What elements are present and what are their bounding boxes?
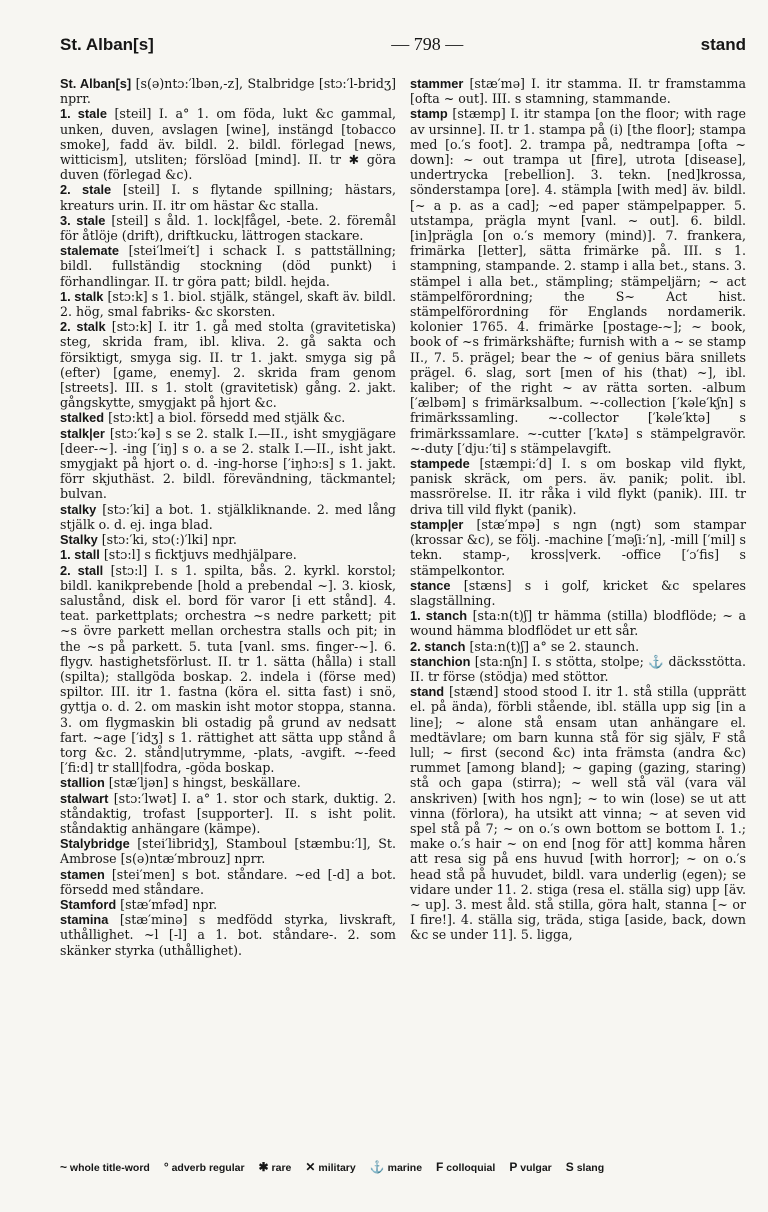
entry-definition: [stɔ:′ki, stɔ(:)′lki] npr. (97, 532, 237, 548)
columns (60, 76, 746, 958)
legend-item (566, 1160, 604, 1174)
entry-definition: [stæ′mfəd] npr. (116, 896, 218, 912)
entry-definition: [stei′lmei′t] i schack I. s pattställning; bildl. fullständig stockning (död punkt) i förhandlingar. II. tr göra patt; bildl. hejda. (60, 243, 396, 289)
dictionary-entry (410, 639, 746, 654)
legend-item (305, 1160, 355, 1174)
dictionary-entry (410, 654, 746, 684)
legend-item (509, 1160, 551, 1174)
running-header (60, 34, 746, 68)
legend-label: slang (573, 1162, 605, 1174)
legend-label: marine (384, 1162, 423, 1174)
entry-headword: stalky (60, 501, 97, 517)
entry-definition: [sta:nʃn] I. s stötta, stolpe; ⚓ däcksstötta. II. tr förse (stödja) med stöttor. (410, 653, 746, 684)
dictionary-entry (60, 106, 396, 182)
entry-headword: stamina (60, 912, 109, 928)
dictionary-entry (60, 213, 396, 243)
entry-headword: stamen (60, 866, 105, 882)
entry-definition: [stæ′ljən] s hingst, beskällare. (104, 775, 301, 791)
entry-headword: stammer (410, 76, 464, 91)
header-left-guideword: St. Alban[s] (60, 35, 154, 54)
legend-symbol: ° (163, 1160, 169, 1174)
legend-symbol: P (509, 1160, 518, 1174)
entry-headword: St. Alban[s] (60, 76, 132, 91)
dictionary-entry (60, 319, 396, 410)
entry-headword: 2. stalk (60, 319, 106, 335)
entry-headword: stalemate (60, 243, 120, 259)
dictionary-entry (410, 578, 746, 608)
entry-definition: [stɔ:′ki] a bot. 1. stjälkliknande. 2. med lång stjälk o. d. ej. inga blad. (60, 501, 396, 532)
dictionary-entry (60, 867, 396, 897)
dictionary-entry (410, 684, 746, 942)
legend-label: adverb regular (168, 1162, 245, 1174)
entry-definition: [stei′libridʒ], Stamboul [stæmbu:′l], St. Ambrose [s(ə)ntæ′mbrouz] nprr. (60, 836, 396, 867)
entry-definition: [stɔ:l] I. s 1. spilta, bås. 2. kyrkl. korstol; bildl. kanikprebende [hold a prebendal ~]. 3. kiosk, salustånd, disk el. bord för varor [i ett stånd]. 4. teat. parkettplats; orchestra ~s nedre parkett; pit ~s övre parkett mellan orchestra stalls och pit; in the ~s på parkett. 5. tuta [vanl. sms. finger-~]. 6. flygv. hastighetsförlust. II. tr 1. sätta (hålla) i stall (spilta); stallgöda boskap. 2. indela i (förse med) spiltor. III. itr 1. fastna (köra el. sitta fast) i snö, gyttja o. d. 2. om maskin isht motor stoppa, stanna. 3. om flygmaskin bli ostadig på grund av nedsatt fart. ~age [′idʒ] s 1. rättighet att sätta upp stånd å torg &c. 2. stånd|utrymme, -plats, -avgift. ~-feed [′fi:d] tr stall|fodra, -göda boskap. (60, 562, 396, 776)
header-right-guideword: stand (700, 35, 746, 54)
entry-headword: 3. stale (60, 212, 106, 228)
entry-headword: stallion (60, 775, 105, 791)
entry-definition: [stæ′mə] I. itr stamma. II. tr framstamma [ofta ~ out]. III. s stamning, stammande. (410, 76, 746, 107)
legend-item (60, 1160, 150, 1174)
abbreviation-legend (60, 1160, 746, 1174)
entry-definition: [stæns] s i golf, kricket &c spelares slagställning. (410, 577, 746, 608)
dictionary-entry (60, 532, 396, 547)
legend-symbol: ✱ (258, 1160, 269, 1174)
legend-symbol: ~ (60, 1160, 68, 1174)
legend-label: whole title-word (67, 1162, 150, 1174)
dictionary-entry (60, 76, 396, 106)
entry-definition: [stæmpi:′d] I. s om boskap vild flykt, panisk skräck, om pers. äv. panik; polit. ibl. massrörelse. II. itr råka i vild flykt (panik). III. tr driva till vild flykt (panik). (410, 456, 746, 517)
entry-headword: stanchion (410, 653, 471, 669)
entry-definition: [steil] I. s flytande spillning; hästars, kreaturs urin. II. itr om hästar &c stalla. (60, 182, 396, 213)
legend-item (370, 1160, 422, 1174)
dictionary-entry (60, 243, 396, 289)
legend-label: military (315, 1162, 356, 1174)
dictionary-entry (60, 547, 396, 562)
entry-headword: stalwart (60, 790, 109, 806)
dictionary-entry (60, 775, 396, 790)
dictionary-entry (410, 517, 746, 578)
entry-definition: [sta:n(t)ʃ] a° se 2. staunch. (465, 638, 640, 654)
dictionary-entry (60, 563, 396, 776)
page-number: — 798 — (391, 34, 464, 54)
dictionary-entry (60, 897, 396, 912)
entry-definition: [sta:n(t)ʃ] tr hämma (stilla) blodflöde; ~ a wound hämma blodflödet ur ett sår. (410, 608, 746, 639)
legend-symbol: ✕ (305, 1160, 316, 1174)
dictionary-entry (60, 502, 396, 532)
entry-headword: 2. stall (60, 562, 104, 578)
dictionary-entry (60, 912, 396, 958)
entry-definition: [stɔ:kt] a biol. försedd med stjälk &c. (104, 410, 346, 426)
legend-symbol: S (565, 1160, 574, 1174)
legend-symbol: ⚓ (369, 1160, 385, 1174)
entry-headword: Stalybridge (60, 836, 130, 852)
entry-headword: stalked (60, 410, 105, 426)
entry-headword: 2. stanch (410, 638, 466, 654)
entry-headword: stalk|er (60, 425, 105, 441)
entry-definition: [stɔ:k] I. itr 1. gå med stolta (gravitetiska) steg, skrida fram, ibl. kliva. 2. gå sakta och försiktigt, smyga sig. II. tr 1. jakt. smyga sig på (efter) [game, enemy]. 2. skrida fram genom [streets]. III. s 1. stolt (gravitetisk) gång. 2. jakt. gångskytte, smygjakt på hjort &c. (60, 319, 396, 411)
left-column (60, 76, 396, 958)
dictionary-entry (60, 791, 396, 837)
dictionary-entry (410, 608, 746, 638)
entry-definition: [stɔ:k] s 1. biol. stjälk, stängel, skaft äv. bildl. 2. hög, smal fabriks- &c skorsten. (60, 288, 396, 320)
entry-definition: [stei′men] s bot. ståndare. ~ed [-d] a bot. försedd med ståndare. (60, 866, 396, 897)
entry-headword: 2. stale (60, 182, 112, 198)
dictionary-entry (60, 836, 396, 866)
legend-item (436, 1160, 495, 1174)
entry-definition: [stɔ:′kə] s se 2. stalk I.—II., isht smygjägare [deer-~]. -ing [′iŋ] s o. a se 2. stalk I.—II., isht jakt. smygjakt på hjort o. d. -ing-horse [′iŋhɔ:s] s 1. jakt. förr skjuthäst. 2. bildl. förevändning, täckmantel; bulvan. (60, 425, 396, 502)
entry-headword: Stamford (60, 896, 117, 912)
entry-headword: stamp|er (410, 516, 464, 532)
entry-definition: [steil] I. a° 1. om föda, lukt &c gammal, unken, duven, avslagen [wine], instängd [tobacco smoke], fadd äv. bildl. 2. bildl. förlegad [news, witticism], utsliten; förslöad [mind]. II. tr ✱ göra duven (förlegad &c). (60, 106, 396, 183)
dictionary-entry (410, 106, 746, 456)
entry-definition: [stɔ:l] s ficktjuvs medhjälpare. (99, 547, 297, 563)
dictionary-entry (410, 456, 746, 517)
dictionary-entry (60, 289, 396, 319)
entry-headword: 1. stanch (410, 608, 468, 624)
entry-definition: [stæ′minə] s medfödd styrka, livskraft, uthållighet. ~l [-l] a 1. bot. ståndare-. 2. som skänker styrka (uthållighet). (60, 912, 396, 958)
entry-headword: Stalky (60, 532, 98, 548)
legend-label: colloquial (443, 1162, 496, 1174)
dictionary-entry (60, 410, 396, 425)
entry-headword: stampede (410, 456, 470, 472)
entry-headword: 1. stalk (60, 288, 104, 304)
entry-headword: 1. stale (60, 106, 107, 122)
entry-definition: [s(ə)ntɔ:′lbən,-z], Stalbridge [stɔ:′l-bridʒ] nprr. (60, 76, 396, 107)
legend-label: rare (268, 1162, 292, 1174)
entry-definition: [steil] s åld. 1. lock|fågel, -bete. 2. föremål för åtlöje (drift), driftkucku, lättrogen stackare. (60, 212, 396, 244)
entry-definition: [stæmp] I. itr stampa [on the floor; with rage av ursinne]. II. tr 1. stampa på (i) [the floor]; stampa med [o.′s foot]. 2. trampa på, nedtrampa [ofta ~ down]: ~ out trampa ut [fire], utrota [disease], undertrycka [rebellion]. 3. tekn. [ned]krossa, sönderstampa [ore]. 4. stämpla [with med] äv. bildl. [~ a p. as a cad]; ~ed paper stämpelpapper. 5. utstampa, prägla mynt [vanl. ~ out]. 6. bildl. [in]prägla [on o.′s memory (mind)]. 7. frankera, frimärka [letter], sätta frimärke på. III. s 1. stampning, stampande. 2. stamp i alla bet., stans. 3. stämpel i alla bet., stämpling; stämpeljärn; ~ act stämpelförordning; the S~ Act hist. stämpelförordning för Englands nordamerik. kolonier 1765. 4. frimärke [postage-~]; ~ book, book of ~s frimärkshäfte; furnish with a ~ se stamp II., 7. 5. prägel; bear the ~ of genius bära snillets prägel. 6. slag, sort [men of his (that) ~], ibl. kaliber; of the right ~ av rätta sorten. -album [′ælbəm] s frimärksalbum. ~-collection [′kəle′kʃn] s frimärkssamling. ~-collector [′kəle′ktə] s frimärkssamlare. ~-cutter [′kʌtə] s stämpelgravör. ~-duty [′dju:′ti] s stämpelavgift. (410, 106, 746, 456)
right-column (410, 76, 746, 958)
entry-definition: [stɔ:′lwət] I. a° 1. stor och stark, duktig. 2. ståndaktig, trofast [supporter]. II. s isht polit. ståndaktig anhängare (kämpe). (60, 790, 396, 836)
entry-headword: stamp (410, 106, 448, 122)
legend-item (164, 1160, 245, 1174)
entry-definition: [stænd] stood stood I. itr 1. stå stilla (upprätt el. på ända), förbli stående, ibl. ställa upp sig [in a line]; ~ alone stå ensam utan anhängare el. medtävlare; om barn kunna stå för sig själv, F stå lull; ~ first (second &c) inta främsta (andra &c) rummet [among bland]; ~ gaping (gazing, staring) stå och gapa (stirra); ~ well stå väl (vara väl anskriven) [with hos ngn]; ~ to win (lose) se ut att vinna (förlora), ha utsikt att vinna; ~ at seven vid spel stå på 7; ~ on o.′s own bottom se bottom I. 1.; make o.′s hair ~ on end [nog för att] komma håren att resa sig på ens huvud [with horror]; ~ on o.′s head stå på huvudet, bildl. vara underlig (egen); se vidare under 11. 2. stiga (resa el. ställa sig) upp [äv. ~ up]. 3. mest åld. stå stilla, göra halt, stanna [~ or I fire!]. 4. ställa sig, träda, stiga [aside, back, down &c se under 11]. 5. ligga, (410, 684, 746, 943)
dictionary-entry (60, 426, 396, 502)
legend-item (259, 1160, 292, 1174)
entry-headword: 1. stall (60, 547, 100, 563)
entry-headword: stand (410, 684, 445, 700)
dictionary-entry (60, 182, 396, 212)
legend-label: vulgar (517, 1162, 552, 1174)
entry-headword: stance (410, 577, 451, 593)
dictionary-entry (410, 76, 746, 106)
entry-definition: [stæ′mpə] s ngn (ngt) som stampar (krossar &c), se följ. -machine [′məʃi:′n], -mill [′mil] s tekn. stamp-, kross|verk. -office [′ɔ′fis] s stämpelkontor. (410, 516, 746, 578)
legend-symbol: F (436, 1160, 444, 1174)
